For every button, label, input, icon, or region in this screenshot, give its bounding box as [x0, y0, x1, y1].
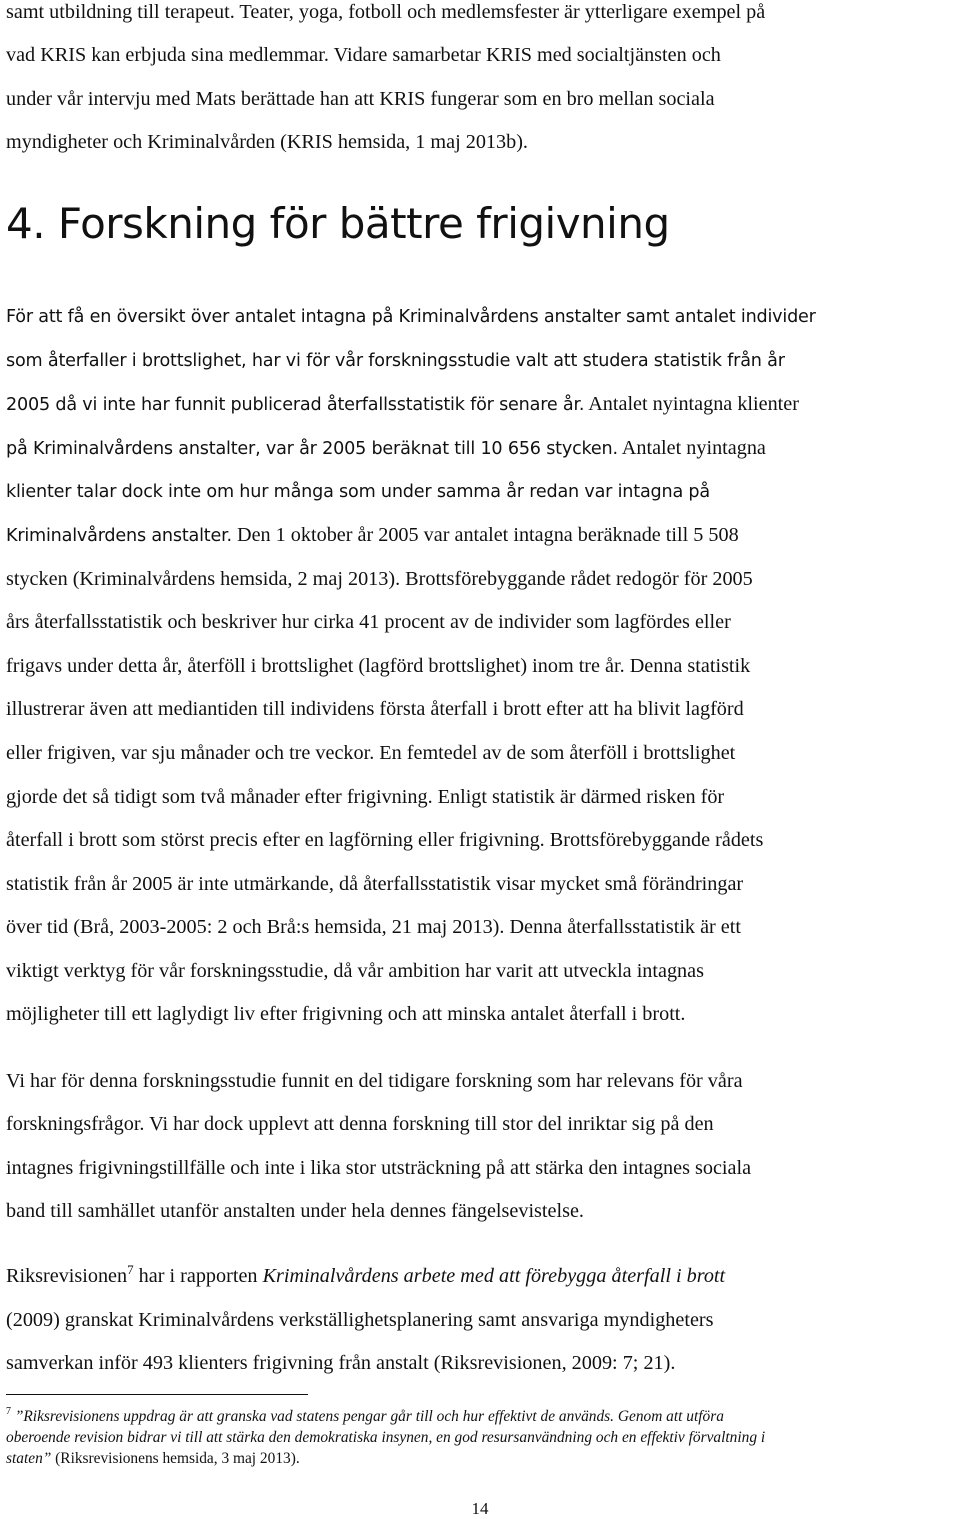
text-line: stycken (Kriminalvårdens hemsida, 2 maj 2013). Brottsförebyggande rådet redogör för 2005 [6, 568, 753, 590]
text-fragment: Riksrevisionen [6, 1265, 128, 1287]
text-line: gjorde det så tidigt som två månader efter frigivning. Enligt statistik är därmed risken för [6, 786, 725, 808]
text-line [6, 523, 739, 548]
text-fragment: 2005 då vi inte har funnit publicerad återfallsstatistik för senare år. [6, 395, 585, 415]
footnote-line [6, 1407, 724, 1426]
text-line: samverkan inför 493 klienters frigivning från anstalt (Riksrevisionen, 2009: 7; 21). [6, 1352, 676, 1374]
text-line: För att få en översikt över antalet intagna på Kriminalvårdens anstalter samt antalet individer [6, 307, 816, 327]
text-line: forskningsfrågor. Vi har dock upplevt att denna forskning till stor del inriktar sig på den [6, 1113, 714, 1135]
text-fragment: Antalet nyintagna [617, 437, 766, 459]
text-line: möjligheter till ett laglydigt liv efter frigivning och att minska antalet återfall i brott. [6, 1003, 686, 1025]
text-line: över tid (Brå, 2003-2005: 2 och Brå:s hemsida, 21 maj 2013). Denna återfallsstatistik är ett [6, 916, 741, 938]
text-line: intagnes frigivningstillfälle och inte i lika stor utsträckning på att stärka den intagnes sociala [6, 1157, 752, 1179]
text-line: samt utbildning till terapeut. Teater, yoga, fotboll och medlemsfester är ytterligare exempel på [6, 1, 766, 23]
text-line: illustrerar även att mediantiden till individens första återfall i brott efter att ha blivit lagförd [6, 698, 744, 720]
text-line: som återfaller i brottslighet, har vi för vår forskningsstudie valt att studera statistik från år [6, 351, 785, 371]
footnote-line [6, 1428, 765, 1447]
text-fragment: på Kriminalvårdens anstalter, var år 2005 beräknat till 10 656 stycken. [6, 439, 618, 459]
text-line: band till samhället utanför anstalten under hela dennes fängelsevistelse. [6, 1200, 584, 1222]
footnote-separator [6, 1394, 308, 1395]
text-fragment: Kriminalvårdens anstalter. [6, 526, 232, 546]
text-line: frigavs under detta år, återföll i brottslighet (lagförd brottslighet) inom tre år. Denna statistik [6, 655, 751, 677]
text-line: års återfallsstatistik och beskriver hur cirka 41 procent av de individer som lagfördes eller [6, 611, 731, 633]
footnote-line [6, 1449, 300, 1468]
text-line: Vi har för denna forskningsstudie funnit en del tidigare forskning som har relevans för våra [6, 1070, 743, 1092]
text-fragment: staten” [6, 1450, 52, 1467]
footnote-marker: 7 [6, 1406, 11, 1417]
text-fragment: ”Riksrevisionens uppdrag är att granska vad statens pengar går till och hur effektivt de används. Genom att utföra [11, 1408, 724, 1425]
text-line: (2009) granskat Kriminalvårdens verkställighetsplanering samt ansvariga myndigheters [6, 1309, 714, 1331]
text-line: viktigt verktyg för vår forskningsstudie, då vår ambition har varit att utveckla intagnas [6, 960, 704, 982]
text-fragment: oberoende revision bidrar vi till att stärka den demokratiska insynen, en god resursanvändning och en effektiv förvaltning i [6, 1429, 766, 1446]
text-fragment: har i rapporten [133, 1265, 263, 1287]
text-line [6, 1264, 725, 1288]
text-fragment: Den 1 oktober år 2005 var antalet intagna beräknade till 5 508 [231, 524, 739, 546]
report-title: Kriminalvårdens arbete med att förebygga återfall i brott [262, 1265, 726, 1287]
section-heading: 4. Forskning för bättre frigivning [6, 199, 670, 248]
text-line: myndigheter och Kriminalvården (KRIS hemsida, 1 maj 2013b). [6, 131, 528, 153]
text-line: klienter talar dock inte om hur många som under samma år redan var intagna på [6, 482, 710, 502]
text-line: statistik från år 2005 är inte utmärkande, då återfallsstatistik visar mycket små förändringar [6, 873, 744, 895]
footnote-marker: 7 [127, 1262, 134, 1278]
text-fragment: Antalet nyintagna klienter [584, 393, 799, 415]
text-line [6, 436, 766, 461]
page-number: 14 [471, 1499, 489, 1518]
text-line: under vår intervju med Mats berättade han att KRIS fungerar som en bro mellan sociala [6, 88, 715, 110]
text-line: eller frigiven, var sju månader och tre veckor. En femtedel av de som återföll i brottslighet [6, 742, 736, 764]
text-line: vad KRIS kan erbjuda sina medlemmar. Vidare samarbetar KRIS med socialtjänsten och [6, 44, 721, 66]
text-line: återfall i brott som störst precis efter en lagförning eller frigivning. Brottsförebyggande rådets [6, 829, 764, 851]
text-fragment: (Riksrevisionens hemsida, 3 maj 2013). [51, 1450, 300, 1467]
text-line [6, 392, 799, 417]
